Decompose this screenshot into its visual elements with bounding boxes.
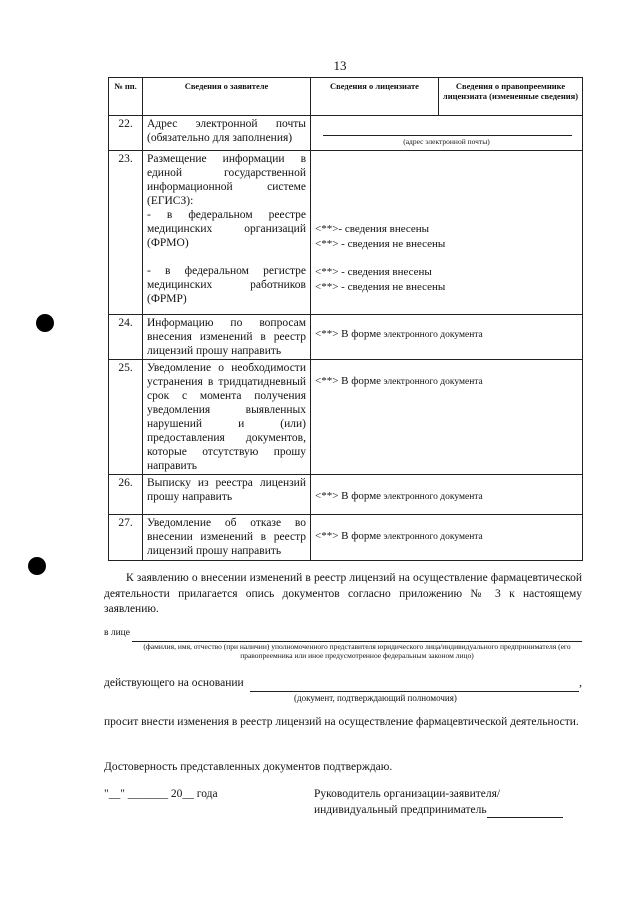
table-row [109, 315, 583, 360]
attachment-paragraph [104, 571, 582, 618]
header-num: № пп. [109, 78, 143, 116]
signature-date[interactable]: "__" _______ 20__ года [104, 788, 218, 800]
option-marker: <**> [315, 530, 339, 542]
option-electronic: электронного документа [381, 377, 483, 387]
table-row [109, 360, 583, 475]
header-licensee: Сведения о лицензиате [311, 78, 439, 116]
row-label: Адрес электронной почты (обязательно для заполнения) [143, 116, 311, 151]
email-value-cell [311, 116, 583, 151]
representative-section [104, 626, 582, 660]
punch-hole-top [36, 314, 54, 332]
option-form: В форме [338, 375, 382, 387]
request-text: просит внести изменения в реестр лицензий на осуществление фармацевтической деятельности. [104, 716, 579, 728]
confirm-paragraph [104, 760, 582, 776]
row-number: 24. [109, 315, 143, 360]
row-label: Уведомление о необходимости устранения в тридцатидневный срок с момента получения уведомления выявленных нарушений и (или) предоставления документов, которые отсутствую прошу направить [143, 360, 311, 475]
table-row [109, 475, 583, 515]
option-marker: <**> [315, 375, 339, 387]
representative-caption: (фамилия, имя, отчество (при наличии) уполномоченного представителя юридического лица/индивидуального предпринимателя (его правопреемника или иное предусмотренное федеральным законом лицо) [143, 641, 571, 660]
signer-title-line2: индивидуальный предприниматель [314, 803, 487, 816]
option-marker: <**> [315, 490, 339, 502]
row-label: Выписку из реестра лицензий прошу направить [143, 475, 311, 515]
basis-field[interactable] [250, 678, 579, 692]
row-label: Уведомление об отказе во внесении изменений в реестр лицензий прошу направить [143, 515, 311, 561]
signer-title-line1: Руководитель организации-заявителя/ [314, 788, 501, 800]
signature-field[interactable] [487, 804, 563, 818]
frmr-label: - в федеральном регистре медицинских работников (ФРМР) [147, 265, 306, 305]
table-header-row [109, 78, 583, 116]
header-successor: Сведения о правопреемнике лицензиата (измененные сведения) [439, 78, 583, 116]
option-electronic: электронного документа [381, 532, 483, 542]
frmr-option-not-entered[interactable]: <**> - сведения не внесены [315, 280, 446, 293]
row-label: Размещение информации в единой государственной информационной системе (ЕГИСЗ): [147, 153, 306, 207]
delivery-option[interactable] [311, 475, 583, 515]
representative-field[interactable] [132, 629, 582, 642]
header-applicant: Сведения о заявителе [143, 78, 311, 116]
representative-prefix: в лице [104, 628, 130, 638]
option-form: В форме [338, 328, 382, 340]
request-paragraph [104, 715, 582, 731]
delivery-option[interactable] [311, 515, 583, 561]
option-marker: <**> [315, 328, 339, 340]
egisz-value-cell [311, 151, 583, 315]
frmo-option-entered[interactable]: <**>- сведения внесены [315, 223, 430, 235]
delivery-option[interactable] [311, 360, 583, 475]
delivery-option[interactable] [311, 315, 583, 360]
row-number: 26. [109, 475, 143, 515]
row-number: 27. [109, 515, 143, 561]
confirm-text: Достоверность представленных документов подтверждаю. [104, 761, 393, 773]
frmo-option-not-entered[interactable]: <**> - сведения не внесены [315, 237, 446, 250]
option-electronic: электронного документа [381, 492, 483, 502]
registry-table [108, 77, 583, 561]
option-electronic: электронного документа [381, 330, 483, 340]
attachment-text: К заявлению о внесении изменений в реестр лицензий на осуществление фармацевтической деятельности прилагается опись документов согласно приложению № 3 к настоящему заявлению. [104, 572, 582, 615]
table-row [109, 515, 583, 561]
basis-caption: (документ, подтверждающий полномочия) [294, 692, 457, 703]
frmr-option-entered[interactable]: <**> - сведения внесены [315, 266, 432, 278]
row-number: 23. [109, 151, 143, 315]
punch-hole-bottom [28, 557, 46, 575]
basis-comma: , [579, 677, 582, 689]
frmo-label: - в федеральном реестре медицинских организаций (ФРМО) [147, 209, 306, 249]
row-label-cell [143, 151, 311, 315]
email-field[interactable] [323, 121, 572, 136]
table-row [109, 151, 583, 315]
table-row [109, 116, 583, 151]
basis-section [104, 676, 582, 704]
row-number: 25. [109, 360, 143, 475]
basis-prefix: действующего на основании [104, 677, 244, 689]
row-label: Информацию по вопросам внесения изменений в реестр лицензий прошу направить [143, 315, 311, 360]
option-form: В форме [338, 530, 382, 542]
option-form: В форме [338, 490, 382, 502]
page-number: 13 [333, 58, 347, 73]
email-caption: (адрес электронной почты) [403, 137, 490, 146]
row-number: 22. [109, 116, 143, 151]
